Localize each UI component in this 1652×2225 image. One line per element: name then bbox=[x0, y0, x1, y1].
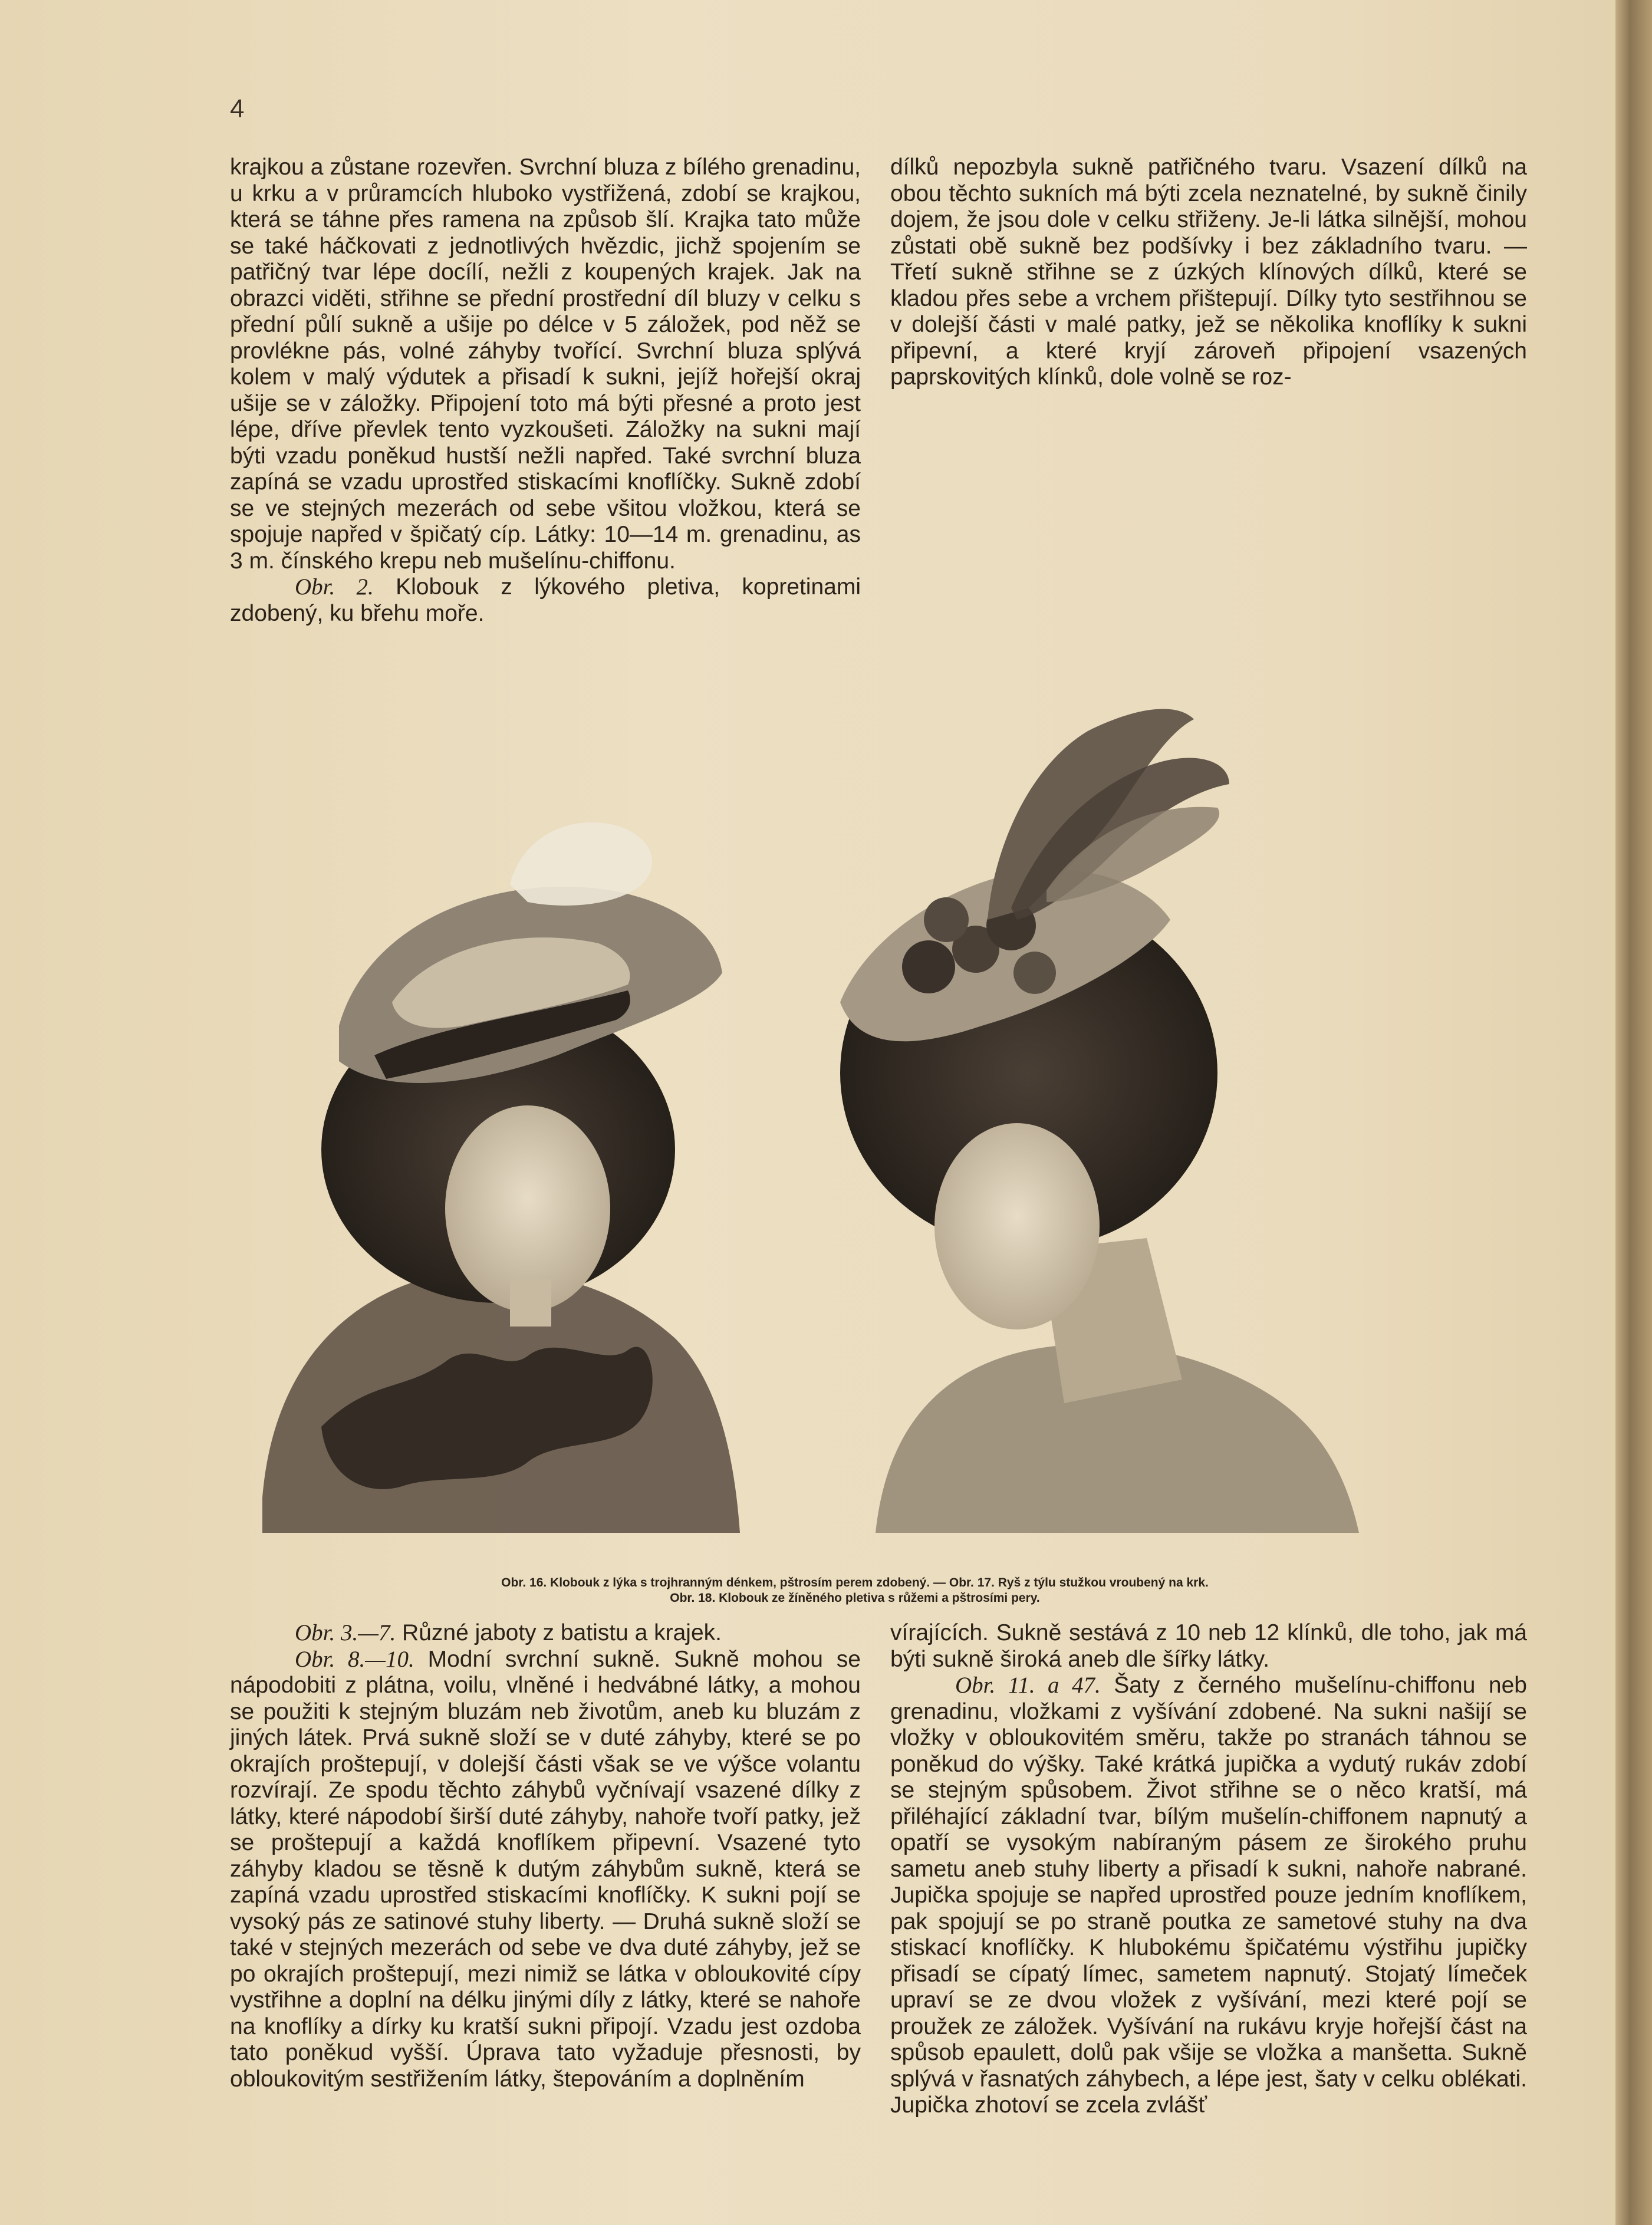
page-number: 4 bbox=[230, 94, 245, 123]
caption-line: Obr. 16. Klobouk z lýka s trojhranným dénkem, pštrosím perem zdobený. — Obr. 17. Ryš z týlu stužkou vroubený na krk. bbox=[501, 1576, 1209, 1589]
figure-reference: Obr. 2. bbox=[295, 574, 374, 600]
paragraph: Obr. 2. Klobouk z lýkového pletiva, kopretinami zdobený, ku břehu moře. bbox=[230, 574, 861, 626]
figure-reference: Obr. 11. a 47. bbox=[955, 1673, 1101, 1698]
paragraph: dílků nepozbyla sukně patřičného tvaru. Vsazení dílků na obou těchto sukních má býti zcela neznatelné, by sukně činily dojem, že jsou dole v celku střiženy. Je-li látka silnější, mohou zůstati obě sukně bez podšívky i bez základního tvaru. — Třetí sukně střihne se z úzkých klínových dílků, které se kladou přes sebe a vrchem přištepují. Dílky tyto sestřihnou se v dolejší části v malé patky, jež se několika knoflíky k sukni připevní, a které kryjí zároveň připojení vsazených paprskovitých klínků, dole volně se roz- bbox=[890, 154, 1527, 390]
text-column-top-left bbox=[230, 154, 861, 627]
figure-reference: Obr. 8.—10. bbox=[295, 1646, 414, 1672]
caption-line: Obr. 18. Klobouk ze žíněného pletiva s růžemi a pštrosími pery. bbox=[670, 1591, 1040, 1605]
paragraph: Obr. 11. a 47. Šaty z černého mušelínu-chiffonu neb grenadinu, vložkami z vyšívání zdobené. Na sukni našijí se vložky v obloukovitém směru, takže po stranách táhnou se poněkud do výšky. Také krátká jupička a vydutý rukáv zdobí se stejným spůsobem. Život střihne se o něco kratší, má přiléhající základní tvar, bílým mušelín-chiffonem napnutý a opatří se vysokým nabíraným pásem ze širokého pruhu sametu aneb stuhy liberty a přisadí k sukni, nahoře nabrané. Jupička spojuje se napřed uprostřed pouze jedním knoflíkem, pak spojují se po straně poutka ze sametové stuhy na dva stiskací knoflíčky. K hlubokému špičatému výstřihu jupičky přisadí se cípatý límec, sametem napnutý. Stojatý límeček upraví se ze dvou vložek z vyšívání, mezi které pojí se proužek ze záložek. Vyšívání na rukávu kryje hořejší část na spůsob epaulett, dolů pak všije se vložka a manšetta. Sukně splývá v řasnatých záhybech, a lépe jest, šaty v celku oblékati. Jupička zhotoví se zcela zvlášť bbox=[890, 1673, 1527, 2118]
text-column-bottom-right bbox=[890, 1620, 1527, 2119]
left-figure bbox=[262, 822, 740, 1533]
paragraph: vírajících. Sukně sestává z 10 neb 12 klínků, dle toho, jak má býti sukně široká aneb dle šířky látky. bbox=[890, 1620, 1527, 1672]
illustration-two-women-hats bbox=[251, 696, 1459, 1545]
text-column-bottom-left bbox=[230, 1620, 861, 2092]
hats-engraving bbox=[251, 696, 1459, 1545]
right-figure bbox=[840, 709, 1359, 1533]
paragraph: krajkou a zůstane rozevřen. Svrchní bluza z bílého grenadinu, u krku a v průramcích hluboko vystřižená, zdobí se krajkou, která se táhne přes ramena na způsob šlí. Krajka tato může se také háčkovati z jednotlivých hvězdic, jichž spojením se patřičný tvar lépe docílí, nežli z koupených krajek. Jak na obrazci viděti, střihne se přední prostřední díl bluzy v celku s přední půlí sukně a ušije po délce v 5 záložek, pod něž se provlékne pás, volné záhyby tvořící. Svrchní bluza splývá kolem v malý výdutek a přisadí k sukni, jejíž hořejší okraj ušije se v záložky. Připojení toto má býti přesné a proto jest lépe, dříve převlek tento vyzkoušeti. Záložky na sukni mají býti vzadu poněkud hustší nežli napřed. Také svrchní bluza zapíná se vzadu uprostřed stiskacími knoflíčky. Sukně zdobí se ve stejných mezerách od sebe všitou vložkou, která se spojuje napřed v špičatý cíp. Látky: 10—14 m. grenadinu, as 3 m. čínského krepu neb mušelínu-chiffonu. bbox=[230, 154, 861, 574]
paragraph: Obr. 3.—7. Různé jaboty z batistu a krajek. bbox=[295, 1620, 722, 1645]
paragraph: Obr. 8.—10. Modní svrchní sukně. Sukně mohou se nápodobiti z plátna, voilu, vlněné i hedvábné látky, a mohou se použiti k stejným bluzám neb životům, aneb ku bluzám z jiných látek. Prvá sukně složí se v duté záhyby, které se po okrajích proštepují, v dolejší části však se ve výšce volantu rozvírají. Ze spodu těchto záhybů vyčnívají vsazené dílky z látky, které nápodobí širší duté záhyby, nahoře tvoří patky, jež se proštepují a každá knoflíkem připevní. Vsazené tyto záhyby kladou se těsně k dutým záhybům sukně, která se zapíná vzadu uprostřed stiskacími knoflíčky. K sukni pojí se vysoký pás ze satinové stuhy liberty. — Druhá sukně složí se také v stejných mezerách od sebe ve dva duté záhyby, jež se po okrajích proštepují, mezi nimiž se látka v obloukovité cípy vystřihne a doplní na délku jinými díly z látky, které se nahoře na knoflíky a dírky ku kratší sukni připojí. Vzadu jest ozdoba tato poněkud vyšší. Úprava tato vyžaduje přesnosti, by obloukovitým sestřižením látky, štepováním a doplněním bbox=[230, 1646, 861, 2092]
text-column-top-right bbox=[890, 154, 1527, 391]
book-spine bbox=[1615, 0, 1652, 2225]
figure-caption bbox=[330, 1575, 1380, 1606]
figure-reference: Obr. 3.—7. bbox=[295, 1620, 396, 1645]
